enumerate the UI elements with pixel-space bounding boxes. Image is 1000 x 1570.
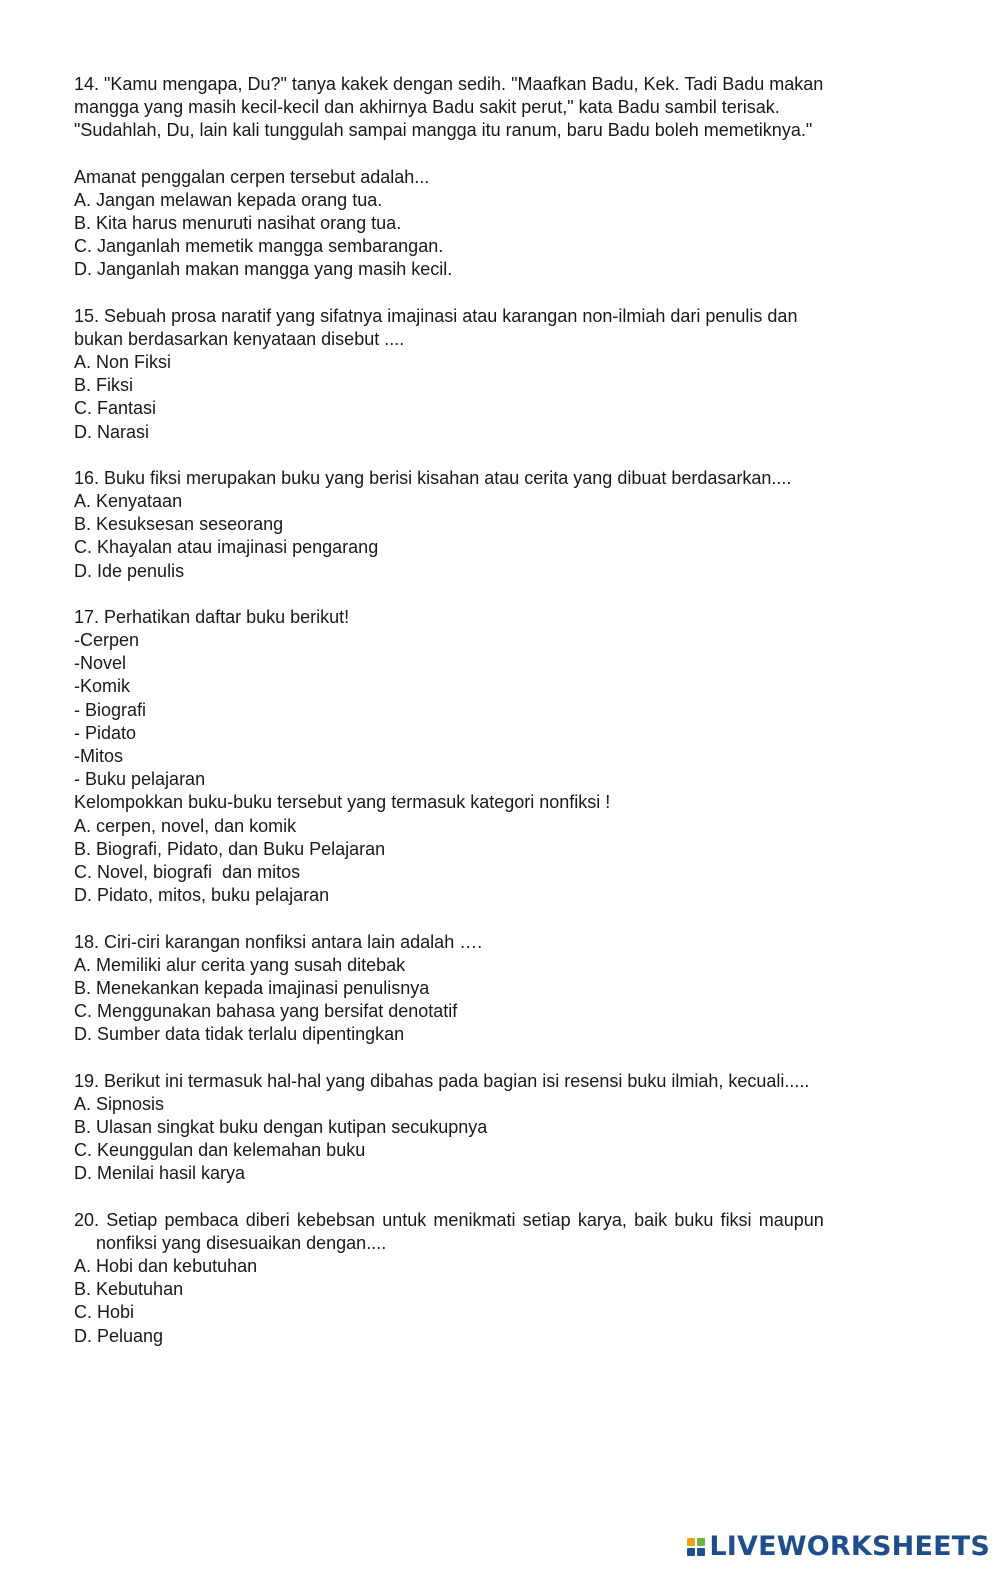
question-16 <box>74 467 926 583</box>
question-text-line: 14. "Kamu mengapa, Du?" tanya kakek dengan sedih. "Maafkan Badu, Kek. Tadi Badu makan <box>74 74 824 94</box>
question-15 <box>74 305 926 444</box>
logo-square <box>697 1548 705 1556</box>
worksheet-page <box>74 73 926 1348</box>
book-list-item: - Buku pelajaran <box>74 769 206 790</box>
question-text-line: 18. Ciri-ciri karangan nonfiksi antara lain adalah …. <box>74 931 483 952</box>
question-20 <box>74 1209 926 1348</box>
option-b: B. Menekankan kepada imajinasi penulisnya <box>74 977 430 998</box>
question-prompt: Kelompokkan buku-buku tersebut yang termasuk kategori nonfiksi ! <box>74 792 611 813</box>
question-text-line: 17. Perhatikan daftar buku berikut! <box>74 606 350 627</box>
option-b: B. Kesuksesan seseorang <box>74 514 284 535</box>
liveworksheets-brand <box>687 1531 990 1562</box>
question-prompt: Amanat penggalan cerpen tersebut adalah... <box>74 166 430 187</box>
option-b: B. Kita harus menuruti nasihat orang tua. <box>74 213 402 234</box>
logo-square <box>687 1548 695 1556</box>
option-b: B. Ulasan singkat buku dengan kutipan secukupnya <box>74 1116 488 1137</box>
question-text-line: mangga yang masih kecil-kecil dan akhirnya Badu sakit perut," kata Badu sambil terisak. <box>74 97 780 118</box>
option-d: D. Menilai hasil karya <box>74 1163 246 1184</box>
option-a: A. Jangan melawan kepada orang tua. <box>74 189 383 210</box>
option-d: D. Narasi <box>74 421 150 442</box>
option-b: B. Kebutuhan <box>74 1279 184 1300</box>
logo-square <box>697 1538 705 1546</box>
option-c: C. Khayalan atau imajinasi pengarang <box>74 537 379 558</box>
option-d: D. Janganlah makan mangga yang masih kecil. <box>74 259 453 280</box>
option-a: A. Kenyataan <box>74 491 183 512</box>
option-a: A. Hobi dan kebutuhan <box>74 1255 258 1276</box>
question-17 <box>74 606 926 908</box>
book-list-item: - Pidato <box>74 722 137 743</box>
option-c: C. Hobi <box>74 1302 135 1323</box>
spacer <box>74 143 926 166</box>
option-d: D. Ide penulis <box>74 560 185 581</box>
question-text-line: 19. Berikut ini termasuk hal-hal yang dibahas pada bagian isi resensi buku ilmiah, kecuali..... <box>74 1070 810 1091</box>
option-a: A. Non Fiksi <box>74 352 172 373</box>
question-text-line: "Sudahlah, Du, lain kali tunggulah sampai mangga itu ranum, baru Badu boleh memetiknya." <box>74 120 813 141</box>
brand-name: LIVEWORKSHEETS <box>709 1531 990 1562</box>
book-list-item: -Novel <box>74 653 127 674</box>
book-list-item: - Biografi <box>74 699 147 720</box>
option-c: C. Janganlah memetik mangga sembarangan. <box>74 236 444 257</box>
question-14 <box>74 73 926 282</box>
option-c: C. Keunggulan dan kelemahan buku <box>74 1140 366 1161</box>
option-a: A. cerpen, novel, dan komik <box>74 815 297 836</box>
book-list-item: -Cerpen <box>74 630 140 651</box>
option-a: A. Sipnosis <box>74 1093 165 1114</box>
liveworksheets-logo-icon <box>687 1538 705 1556</box>
question-18 <box>74 931 926 1047</box>
question-text-line: 15. Sebuah prosa naratif yang sifatnya imajinasi atau karangan non-ilmiah dari penulis dan <box>74 305 798 326</box>
option-d: D. Sumber data tidak terlalu dipentingkan <box>74 1024 405 1045</box>
logo-square <box>687 1538 695 1546</box>
option-d: D. Pidato, mitos, buku pelajaran <box>74 885 330 906</box>
option-b: B. Biografi, Pidato, dan Buku Pelajaran <box>74 838 386 859</box>
question-text-line: bukan berdasarkan kenyataan disebut .... <box>74 328 405 349</box>
option-a: A. Memiliki alur cerita yang susah ditebak <box>74 954 406 975</box>
option-d: D. Peluang <box>74 1325 164 1346</box>
question-text-line: 20. Setiap pembaca diberi kebebsan untuk menikmati setiap karya, baik buku fiksi maupun <box>74 1209 824 1230</box>
question-19 <box>74 1070 926 1186</box>
option-c: C. Fantasi <box>74 398 157 419</box>
question-text-line: 16. Buku fiksi merupakan buku yang berisi kisahan atau cerita yang dibuat berdasarkan.... <box>74 467 792 488</box>
option-c: C. Novel, biografi dan mitos <box>74 862 301 883</box>
option-c: C. Menggunakan bahasa yang bersifat denotatif <box>74 1001 458 1022</box>
question-text-line: nonfiksi yang disesuaikan dengan.... <box>96 1232 387 1253</box>
book-list-item: -Komik <box>74 676 131 697</box>
option-b: B. Fiksi <box>74 375 134 396</box>
book-list-item: -Mitos <box>74 746 123 767</box>
